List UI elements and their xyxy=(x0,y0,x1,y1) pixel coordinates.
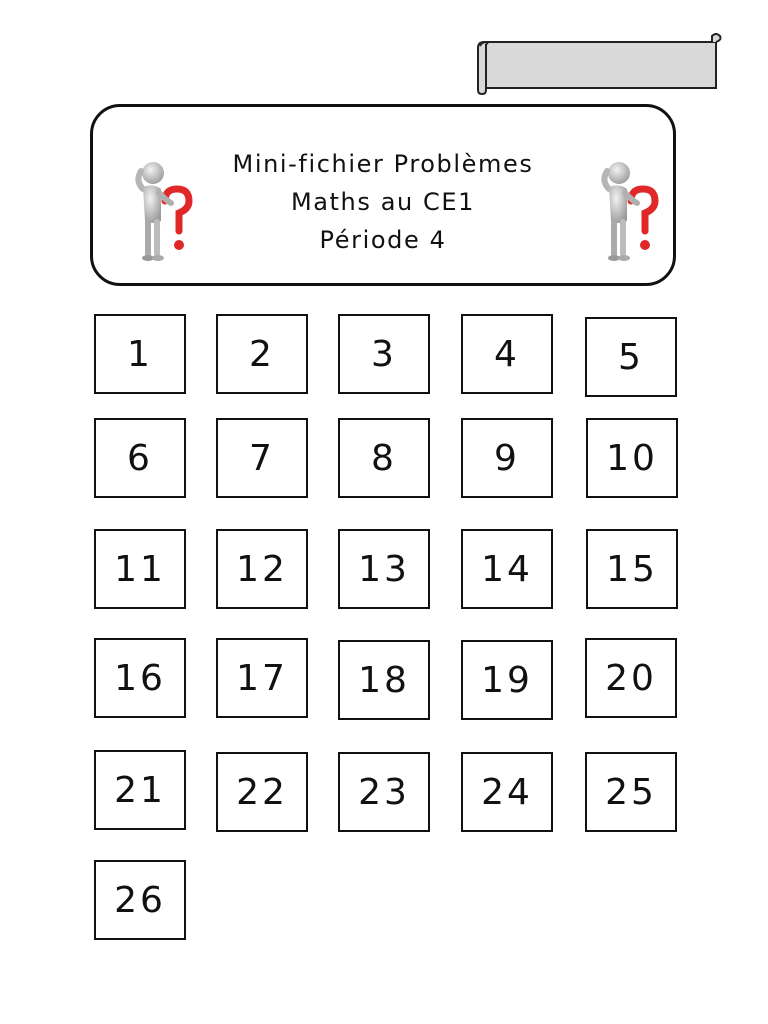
number-box[interactable]: 7 xyxy=(216,418,308,498)
number-box[interactable]: 19 xyxy=(461,640,553,720)
number-box[interactable]: 15 xyxy=(586,529,678,609)
number-box[interactable]: 8 xyxy=(338,418,430,498)
title-box xyxy=(90,104,676,286)
scroll-banner-icon xyxy=(476,32,722,96)
number-box[interactable]: 12 xyxy=(216,529,308,609)
number-box[interactable]: 1 xyxy=(94,314,186,394)
number-box[interactable]: 10 xyxy=(586,418,678,498)
number-box[interactable]: 11 xyxy=(94,529,186,609)
number-box[interactable]: 21 xyxy=(94,750,186,830)
number-box[interactable]: 17 xyxy=(216,638,308,718)
number-box[interactable]: 23 xyxy=(338,752,430,832)
number-box[interactable]: 14 xyxy=(461,529,553,609)
number-box[interactable]: 22 xyxy=(216,752,308,832)
title-line-2: Maths au CE1 xyxy=(290,188,476,216)
title-line-3: Période 4 xyxy=(319,226,447,254)
number-box[interactable]: 3 xyxy=(338,314,430,394)
number-box[interactable]: 5 xyxy=(585,317,677,397)
number-box[interactable]: 4 xyxy=(461,314,553,394)
number-box[interactable]: 6 xyxy=(94,418,186,498)
title-text xyxy=(93,145,673,259)
number-box[interactable]: 25 xyxy=(585,752,677,832)
thinking-person-icon xyxy=(597,159,667,263)
number-box[interactable]: 24 xyxy=(461,752,553,832)
title-line-1: Mini-fichier Problèmes xyxy=(232,150,534,178)
number-box[interactable]: 16 xyxy=(94,638,186,718)
number-box[interactable]: 2 xyxy=(216,314,308,394)
number-box[interactable]: 20 xyxy=(585,638,677,718)
number-box[interactable]: 9 xyxy=(461,418,553,498)
number-box[interactable]: 13 xyxy=(338,529,430,609)
number-box[interactable]: 26 xyxy=(94,860,186,940)
number-box[interactable]: 18 xyxy=(338,640,430,720)
